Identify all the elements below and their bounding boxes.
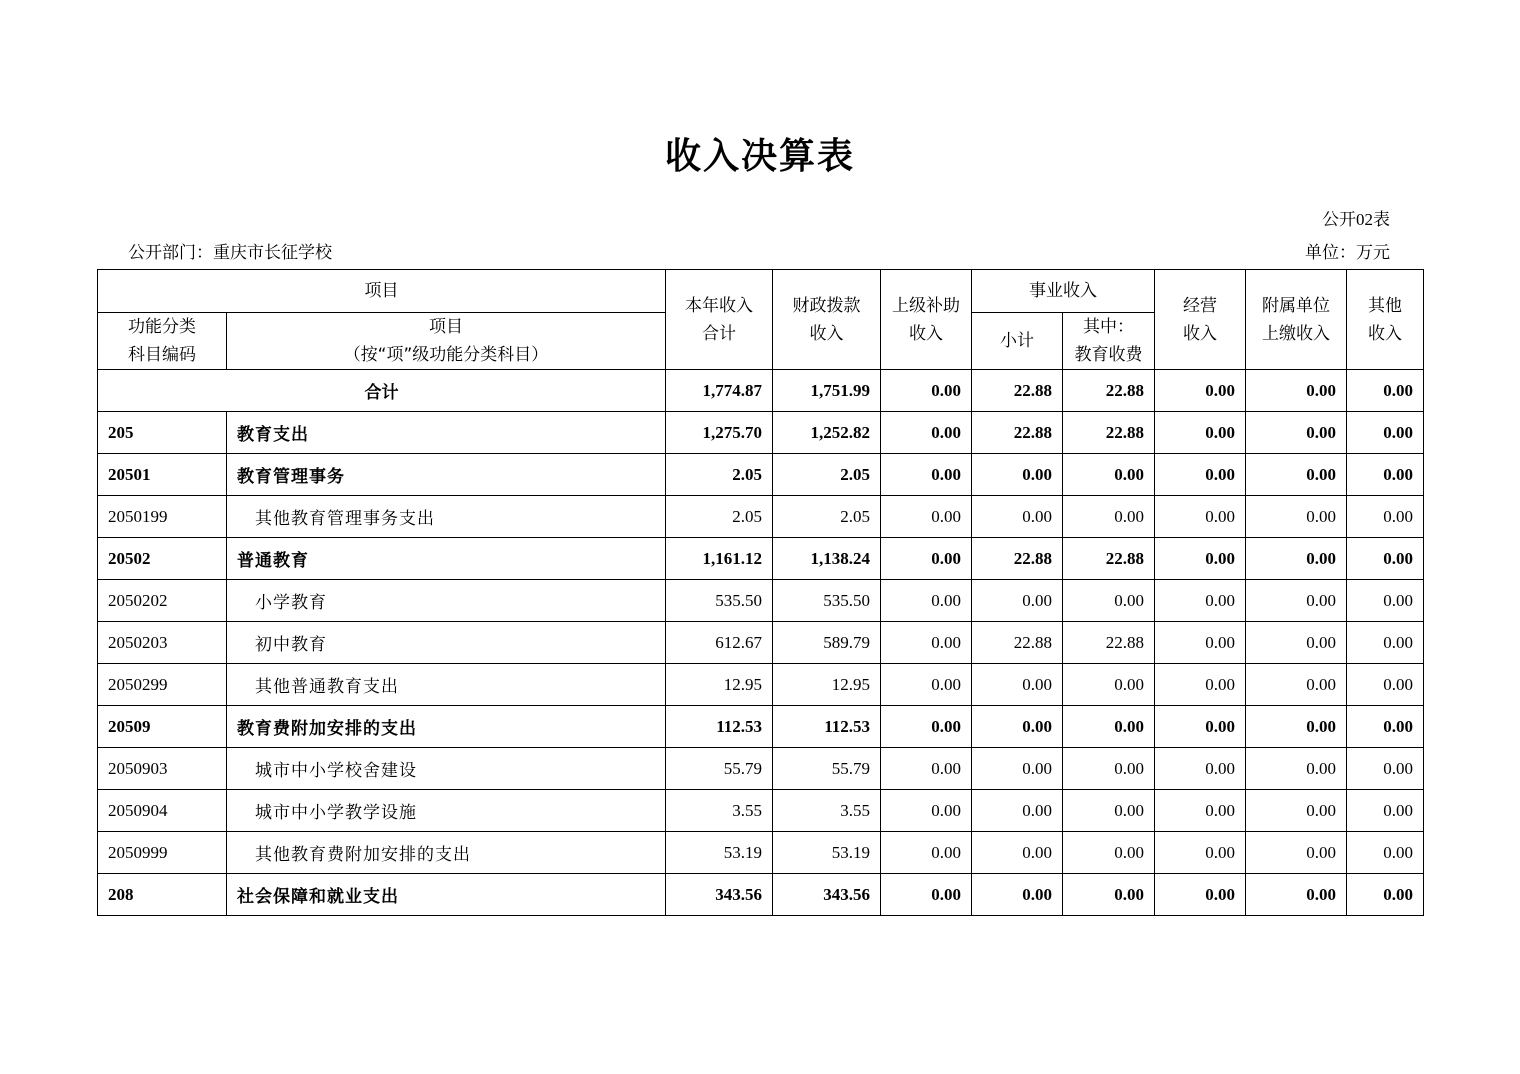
row-value-cell: 0.00 — [881, 412, 972, 454]
row-value-cell: 22.88 — [1063, 622, 1155, 664]
row-name: 其他教育费附加安排的支出 — [227, 832, 666, 874]
header-item: 项目 （按“项”级功能分类科目） — [227, 313, 666, 370]
row-code: 2050199 — [98, 496, 227, 538]
row-value-cell: 0.00 — [1246, 580, 1347, 622]
header-operating: 经营 收入 — [1155, 270, 1246, 370]
row-value-cell: 112.53 — [666, 706, 773, 748]
table-row — [98, 580, 1424, 622]
row-code: 20509 — [98, 706, 227, 748]
row-value-cell: 55.79 — [666, 748, 773, 790]
row-code: 2050202 — [98, 580, 227, 622]
row-value-cell: 0.00 — [1063, 748, 1155, 790]
row-value-cell: 0.00 — [881, 664, 972, 706]
row-value-cell: 3.55 — [773, 790, 881, 832]
table-row — [98, 412, 1424, 454]
row-value-cell: 0.00 — [1347, 538, 1424, 580]
table-row — [98, 706, 1424, 748]
row-value-cell: 22.88 — [972, 538, 1063, 580]
header-affiliate: 附属单位 上缴收入 — [1246, 270, 1347, 370]
row-value-cell: 0.00 — [1246, 706, 1347, 748]
row-value-cell: 53.19 — [666, 832, 773, 874]
row-value-cell: 0.00 — [881, 790, 972, 832]
page-title: 收入决算表 — [664, 136, 855, 177]
row-code: 20501 — [98, 454, 227, 496]
row-value-cell: 0.00 — [1155, 706, 1246, 748]
header-subtotal: 小计 — [972, 313, 1063, 370]
row-value-cell: 535.50 — [773, 580, 881, 622]
row-value-cell: 0.00 — [1246, 538, 1347, 580]
row-value-cell: 0.00 — [1063, 874, 1155, 916]
row-value-cell: 0.00 — [1246, 790, 1347, 832]
row-value-cell: 0.00 — [972, 580, 1063, 622]
header-project: 项目 — [98, 270, 666, 313]
row-value-cell: 0.00 — [1246, 496, 1347, 538]
department-label: 公开部门：重庆市长征学校 — [128, 243, 332, 262]
row-value-cell: 53.19 — [773, 832, 881, 874]
row-name: 其他普通教育支出 — [227, 664, 666, 706]
row-value-cell: 0.00 — [1246, 748, 1347, 790]
row-value-cell: 12.95 — [666, 664, 773, 706]
row-value-cell: 0.00 — [1347, 790, 1424, 832]
table-row — [98, 538, 1424, 580]
row-value-cell: 0.00 — [881, 454, 972, 496]
row-code: 2050203 — [98, 622, 227, 664]
row-value-cell: 3.55 — [666, 790, 773, 832]
row-value-cell: 0.00 — [1347, 496, 1424, 538]
table-row — [98, 790, 1424, 832]
row-value-cell: 0.00 — [881, 874, 972, 916]
row-value-cell: 0.00 — [1246, 412, 1347, 454]
row-value-cell: 0.00 — [1155, 832, 1246, 874]
row-code: 2050903 — [98, 748, 227, 790]
table-row — [98, 748, 1424, 790]
row-value-cell: 0.00 — [972, 664, 1063, 706]
row-value-cell: 0.00 — [1347, 706, 1424, 748]
row-value-cell: 22.88 — [1063, 538, 1155, 580]
row-name: 教育支出 — [227, 412, 666, 454]
row-value-cell: 0.00 — [1155, 622, 1246, 664]
row-value-cell: 0.00 — [1246, 622, 1347, 664]
total-cell: 0.00 — [881, 370, 972, 412]
row-value-cell: 22.88 — [972, 622, 1063, 664]
table-row — [98, 832, 1424, 874]
row-code: 2050299 — [98, 664, 227, 706]
row-value-cell: 2.05 — [773, 454, 881, 496]
row-value-cell: 0.00 — [881, 580, 972, 622]
row-value-cell: 0.00 — [1246, 454, 1347, 496]
income-table — [97, 269, 1424, 916]
row-value-cell: 0.00 — [1155, 874, 1246, 916]
row-value-cell: 0.00 — [1246, 664, 1347, 706]
row-value-cell: 612.67 — [666, 622, 773, 664]
row-code: 20502 — [98, 538, 227, 580]
header-business: 事业收入 — [972, 270, 1155, 313]
header-fiscal: 财政拨款 收入 — [773, 270, 881, 370]
row-value-cell: 1,138.24 — [773, 538, 881, 580]
row-value-cell: 0.00 — [881, 706, 972, 748]
header-other: 其他 收入 — [1347, 270, 1424, 370]
row-code: 205 — [98, 412, 227, 454]
row-value-cell: 0.00 — [1347, 622, 1424, 664]
total-cell: 1,774.87 — [666, 370, 773, 412]
row-value-cell: 0.00 — [1155, 580, 1246, 622]
header-total: 本年收入 合计 — [666, 270, 773, 370]
row-name: 教育费附加安排的支出 — [227, 706, 666, 748]
row-value-cell: 0.00 — [972, 454, 1063, 496]
row-value-cell: 0.00 — [1347, 832, 1424, 874]
row-value-cell: 343.56 — [773, 874, 881, 916]
row-value-cell: 0.00 — [1246, 832, 1347, 874]
row-value-cell: 535.50 — [666, 580, 773, 622]
row-value-cell: 55.79 — [773, 748, 881, 790]
total-cell: 22.88 — [1063, 370, 1155, 412]
row-value-cell: 22.88 — [1063, 412, 1155, 454]
row-value-cell: 0.00 — [972, 706, 1063, 748]
row-value-cell: 0.00 — [1155, 412, 1246, 454]
row-value-cell: 0.00 — [1063, 664, 1155, 706]
row-value-cell: 343.56 — [666, 874, 773, 916]
table-row — [98, 664, 1424, 706]
row-value-cell: 0.00 — [881, 538, 972, 580]
row-value-cell: 0.00 — [1063, 706, 1155, 748]
total-row — [98, 370, 1424, 412]
header-edu-fee: 其中： 教育收费 — [1063, 313, 1155, 370]
row-value-cell: 0.00 — [1063, 496, 1155, 538]
row-value-cell: 0.00 — [1063, 832, 1155, 874]
row-value-cell: 0.00 — [1155, 538, 1246, 580]
total-cell: 0.00 — [1246, 370, 1347, 412]
row-name: 普通教育 — [227, 538, 666, 580]
row-value-cell: 0.00 — [1347, 874, 1424, 916]
total-cell: 1,751.99 — [773, 370, 881, 412]
header-code: 功能分类 科目编码 — [98, 313, 227, 370]
row-value-cell: 0.00 — [1155, 496, 1246, 538]
row-value-cell: 2.05 — [773, 496, 881, 538]
row-name: 初中教育 — [227, 622, 666, 664]
row-value-cell: 0.00 — [1155, 748, 1246, 790]
total-cell: 0.00 — [1155, 370, 1246, 412]
row-value-cell: 0.00 — [1155, 790, 1246, 832]
row-value-cell: 1,275.70 — [666, 412, 773, 454]
row-value-cell: 0.00 — [1347, 412, 1424, 454]
total-cell: 22.88 — [972, 370, 1063, 412]
table-row — [98, 454, 1424, 496]
row-value-cell: 0.00 — [972, 748, 1063, 790]
row-name: 其他教育管理事务支出 — [227, 496, 666, 538]
row-value-cell: 0.00 — [1155, 454, 1246, 496]
row-value-cell: 0.00 — [881, 748, 972, 790]
unit-label: 单位：万元 — [1305, 243, 1390, 262]
total-cell: 0.00 — [1347, 370, 1424, 412]
row-value-cell: 112.53 — [773, 706, 881, 748]
row-value-cell: 2.05 — [666, 454, 773, 496]
row-value-cell: 0.00 — [972, 790, 1063, 832]
row-value-cell: 589.79 — [773, 622, 881, 664]
row-code: 208 — [98, 874, 227, 916]
row-name: 社会保障和就业支出 — [227, 874, 666, 916]
row-value-cell: 0.00 — [881, 832, 972, 874]
row-value-cell: 0.00 — [1347, 580, 1424, 622]
row-value-cell: 0.00 — [972, 496, 1063, 538]
row-value-cell: 0.00 — [1063, 454, 1155, 496]
row-value-cell: 12.95 — [773, 664, 881, 706]
row-value-cell: 0.00 — [881, 496, 972, 538]
row-value-cell: 0.00 — [1347, 748, 1424, 790]
row-value-cell: 0.00 — [1246, 874, 1347, 916]
form-number: 公开02表 — [1322, 210, 1390, 229]
row-value-cell: 2.05 — [666, 496, 773, 538]
row-name: 城市中小学校舍建设 — [227, 748, 666, 790]
total-label: 合计 — [98, 370, 666, 412]
row-value-cell: 1,252.82 — [773, 412, 881, 454]
row-value-cell: 0.00 — [1347, 664, 1424, 706]
row-name: 城市中小学教学设施 — [227, 790, 666, 832]
table-row — [98, 874, 1424, 916]
row-code: 2050999 — [98, 832, 227, 874]
row-value-cell: 0.00 — [1063, 580, 1155, 622]
row-name: 小学教育 — [227, 580, 666, 622]
row-value-cell: 0.00 — [972, 874, 1063, 916]
table-row — [98, 622, 1424, 664]
row-name: 教育管理事务 — [227, 454, 666, 496]
table-row — [98, 496, 1424, 538]
row-value-cell: 1,161.12 — [666, 538, 773, 580]
row-value-cell: 0.00 — [1063, 790, 1155, 832]
row-value-cell: 0.00 — [1155, 664, 1246, 706]
row-value-cell: 0.00 — [1347, 454, 1424, 496]
row-value-cell: 22.88 — [972, 412, 1063, 454]
row-value-cell: 0.00 — [881, 622, 972, 664]
row-value-cell: 0.00 — [972, 832, 1063, 874]
header-superior: 上级补助 收入 — [881, 270, 972, 370]
row-code: 2050904 — [98, 790, 227, 832]
